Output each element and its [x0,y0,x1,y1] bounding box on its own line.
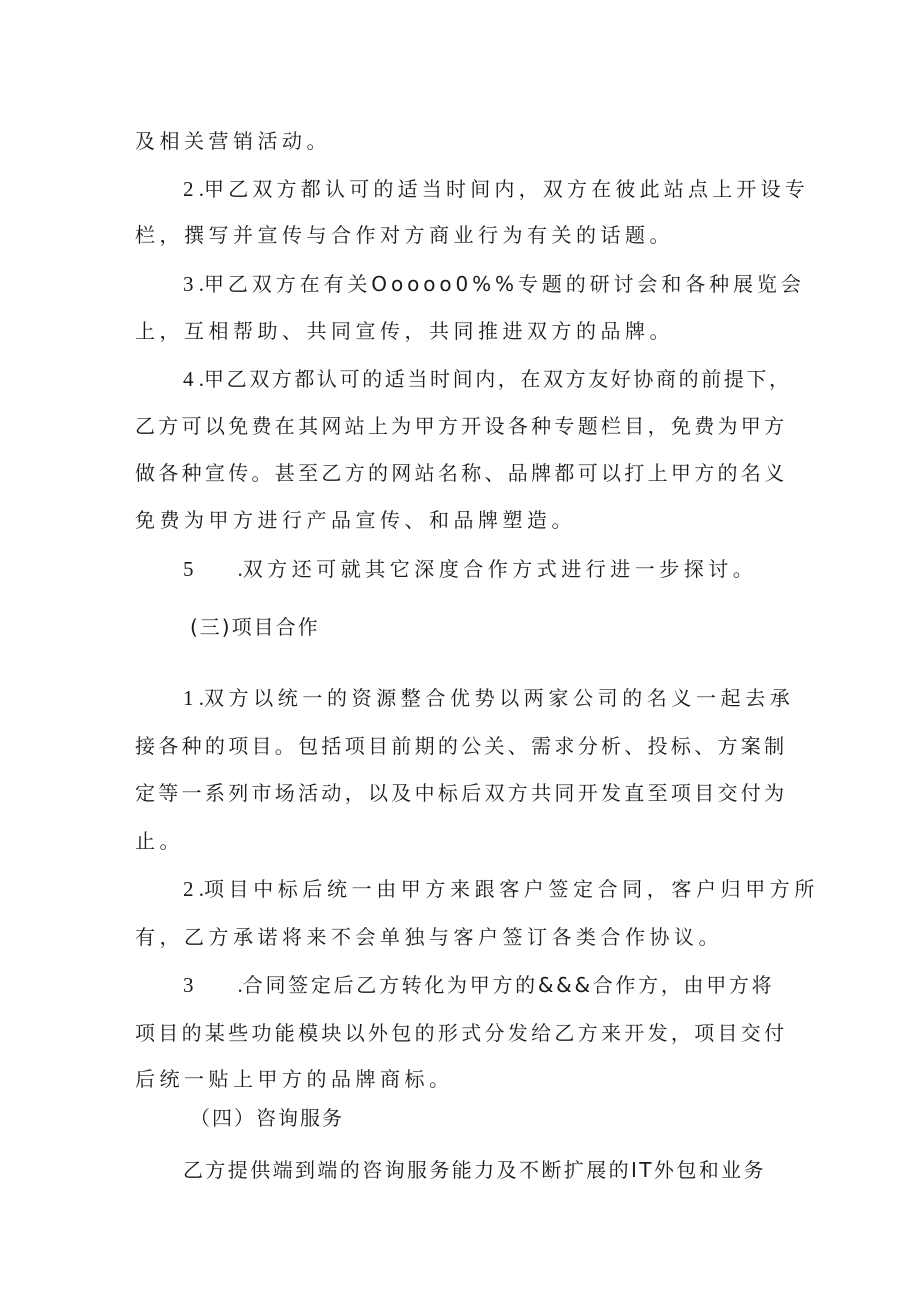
list-number: 3 [183,973,194,997]
list-item-1: 1 .双方以统一的资源整合优势以两家公司的名义一起去承 [183,683,795,713]
list-number: 4 . [183,367,204,391]
list-item-3: 3 .甲乙双方在有关Ooooo0%%专题的研讨会和各种展览会 [183,269,795,299]
section-heading-consulting: （四）咨询服务 [190,1106,344,1130]
paragraph-line: 免费为甲方进行产品宣传、和品牌塑造。 [135,508,576,532]
paragraph-line: 接各种的项目。包括项目前期的公关、需求分析、投标、方案制 [135,734,788,758]
paragraph-line: 乙方提供端到端的咨询服务能力及不断扩展的IT外包和业务 [183,1158,766,1182]
list-number: 1 . [183,686,204,710]
list-item-2: 2 .甲乙双方都认可的适当时间内，双方在彼此站点上开设专 [183,174,795,204]
paragraph-line: 有，乙方承诺将来不会单独与客户签订各类合作协议。 [135,925,723,949]
list-item-3b: 3 .合同签定后乙方转化为甲方的&&&合作方，由甲方将 [183,970,795,1000]
section-heading-project: (三)项目合作 [190,615,320,639]
paragraph-line: 定等一系列市场活动，以及中标后双方共同开发直至项目交付为 [135,781,788,805]
paragraph-line: 项目的某些功能模块以外包的形式分发给乙方来开发，项目交付 [135,1021,788,1045]
paragraph-line: 乙方可以免费在其网站上为甲方开设各种专题栏目，免费为甲方 [135,414,788,438]
paragraph-line: 栏，撰写并宣传与合作对方商业行为有关的话题。 [135,223,674,247]
list-number: 5 [183,557,194,581]
list-number: 3 . [183,272,204,296]
list-number: 2 . [183,877,204,901]
list-number: 2 . [183,177,204,201]
list-item-2b: 2 .项目中标后统一由甲方来跟客户签定合同，客户归甲方所 [183,874,795,904]
paragraph-line: 止。 [135,829,184,853]
paragraph-line: 上，互相帮助、共同宣传，共同推进双方的品牌。 [135,319,674,343]
list-item-4: 4 .甲乙双方都认可的适当时间内，在双方友好协商的前提下， [183,364,795,394]
paragraph-line: 及相关营销活动。 [135,129,331,153]
paragraph-line: 做各种宣传。甚至乙方的网站名称、品牌都可以打上甲方的名义 [135,461,788,485]
paragraph-line: 后统一贴上甲方的品牌商标。 [135,1067,454,1091]
list-item-5: 5 .双方还可就其它深度合作方式进行进一步探讨。 [183,554,795,584]
